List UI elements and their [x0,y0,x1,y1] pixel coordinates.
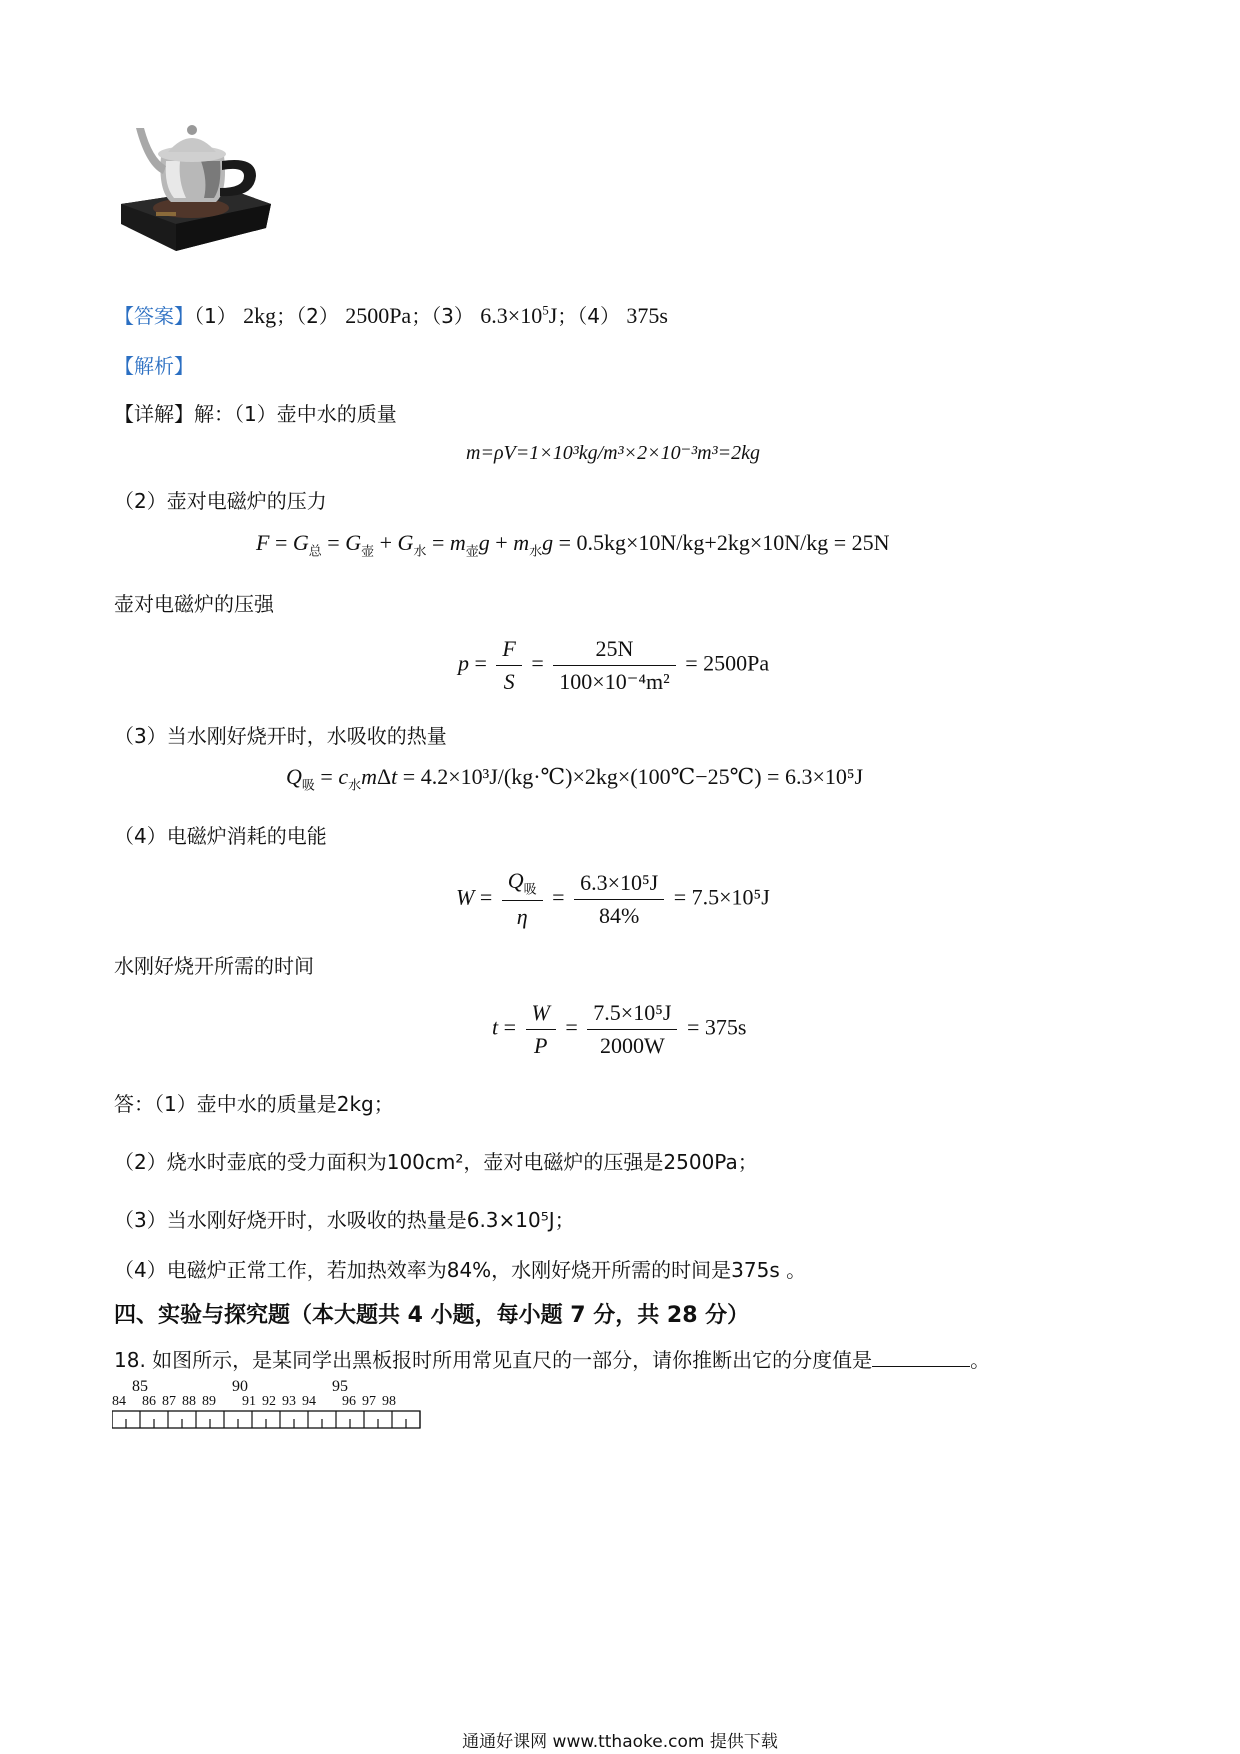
answer-part3-num: （3） [431,304,474,328]
answer-part2-num: （2） [296,304,339,328]
answer-sep: ； [276,304,297,328]
answer-part2-value: 2500Pa [345,303,412,328]
answer-line [114,300,668,329]
question-18 [114,1344,990,1373]
equation-force: $F = G_总 = G_壶 + G_水 = m_壶g + m_水g = 0.5kg\times 10N/kg+2kg\times 10N/kg = 25N$ [256,530,890,559]
energy-denominator: 84% [598,902,640,928]
energy-result: = 7.5×10⁵J [673,884,770,910]
ruler-minor-label: 89 [202,1394,216,1409]
ruler-major-label: 95 [332,1378,348,1395]
ruler-minor-label: 94 [302,1394,316,1409]
ruler-minor-label: 91 [242,1394,256,1409]
answer-sep: ； [557,304,578,328]
detail-label: 【详解】 [114,402,194,426]
pressure-denominator: 100×10⁻⁴m² [559,669,670,694]
question-18-end: 。 [970,1348,991,1372]
detail-intro-line [114,398,397,427]
ruler-minor-label: 87 [162,1394,176,1409]
answer-part1-value: 2kg [243,303,277,328]
fraction-W-over-P: $\frac{W}{P}$ [526,1000,556,1059]
time-denominator: 2000W [599,1033,665,1058]
ruler-minor-label: 97 [362,1394,376,1409]
ruler-major-label: 90 [232,1378,248,1395]
conclusion-line-2: （2）烧水时壶底的受力面积为100cm²，壶对电磁炉的压强是2500Pa； [114,1150,758,1174]
equation-heat-rhs: = 4.2×10³J/(kg·℃)×2kg×(100℃−25℃) = 6.3×10⁵J [402,764,864,789]
answer-blank [872,1348,970,1367]
answer-part4-value: 375s [626,303,668,328]
ruler-minor-label: 92 [262,1394,276,1409]
step3-text: （3）当水刚好烧开时，水吸收的热量 [114,724,447,748]
equation-pressure: p = $\frac{F}{S}$ = $\frac{25N}{\text{100×10⁻⁴m²}}$ = 2500Pa [458,636,770,694]
step4-text: （4）电磁炉消耗的电能 [114,824,327,848]
ruler-minor-label: 84 [112,1394,126,1409]
answer-part3-base: 6.3×10 [480,303,543,328]
answer-sep: ； [411,304,432,328]
fraction-energy-values [574,870,664,929]
step2-text: （2）壶对电磁炉的压力 [114,489,327,513]
ruler-minor-label: 93 [282,1394,296,1409]
time-numerator: 7.5×10⁵J [587,1000,677,1030]
ruler-minor-label: 96 [342,1394,356,1409]
answer-part1-num: （1） [194,304,237,328]
answer-part3-value [480,303,557,328]
conclusion-line-1: 答：（1）壶中水的质量是2kg； [114,1092,394,1116]
ruler-minor-label: 88 [182,1394,196,1409]
footer-text: 通通好课网 www.tthaoke.com 提供下载 [462,1732,778,1752]
section-heading: 四、实验与探究题（本大题共 4 小题，每小题 7 分，共 28 分） [114,1303,750,1328]
step2b-text: 壶对电磁炉的压强 [114,592,274,616]
pressure-result: = 2500Pa [685,650,770,676]
answer-label: 【答案】 [114,304,194,328]
equation-force-rhs: = 0.5kg×10N/kg+2kg×10N/kg = 25N [558,530,890,555]
equation-heat: $Q_吸 = c_水m\Delta t$ = 4.2×10³J/(kg·℃)×2kg×(100℃−25℃) = 6.3×10⁵J [286,764,864,793]
ruler-scale [112,1378,472,1438]
analysis-label: 【解析】 [114,354,194,378]
ruler [112,1378,472,1438]
fraction-time-values [587,1000,677,1059]
ruler-minor-label: 86 [142,1394,156,1409]
conclusion-line-4: （4）电磁炉正常工作，若加热效率为84%，水刚好烧开所需的时间是375s 。 [114,1258,807,1282]
equation-energy: W = $\frac{Q_吸}{\eta}$ = $\frac{\text{6.3×10⁵J}}{84\%}$ = 7.5×10⁵J [456,868,770,930]
fraction-Q-over-eta: $\frac{Q_吸}{\eta}$ [502,868,543,930]
pressure-numerator: 25N [553,636,675,666]
fraction-F-over-S: $\frac{F}{S}$ [496,636,521,695]
step4b-text: 水刚好烧开所需的时间 [114,954,314,978]
conclusion-line-3: （3）当水刚好烧开时，水吸收的热量是6.3×10⁵J； [114,1208,575,1232]
kettle-image [116,116,276,256]
fraction-pressure-values [553,636,675,695]
detail-intro: 解：（1）壶中水的质量 [194,402,397,426]
question-18-text: 18. 如图所示，是某同学出黑板报时所用常见直尺的一部分，请你推断出它的分度值是 [114,1348,873,1372]
answer-part3-unit: J [548,303,558,328]
equation-time: t = $\frac{W}{P}$ = $\frac{\text{7.5×10⁵J}}{2000W}$ = 375s [492,1000,747,1058]
ruler-major-label: 85 [132,1378,148,1395]
time-result: = 375s [686,1014,747,1040]
answer-part4-num: （4） [577,304,620,328]
answer-part3-exp: 5 [542,302,549,318]
ruler-minor-label: 98 [382,1394,396,1409]
energy-numerator: 6.3×10⁵J [574,870,664,900]
equation-mass: m=ρV=1×10³kg/m³×2×10⁻³m³=2kg [466,442,760,464]
